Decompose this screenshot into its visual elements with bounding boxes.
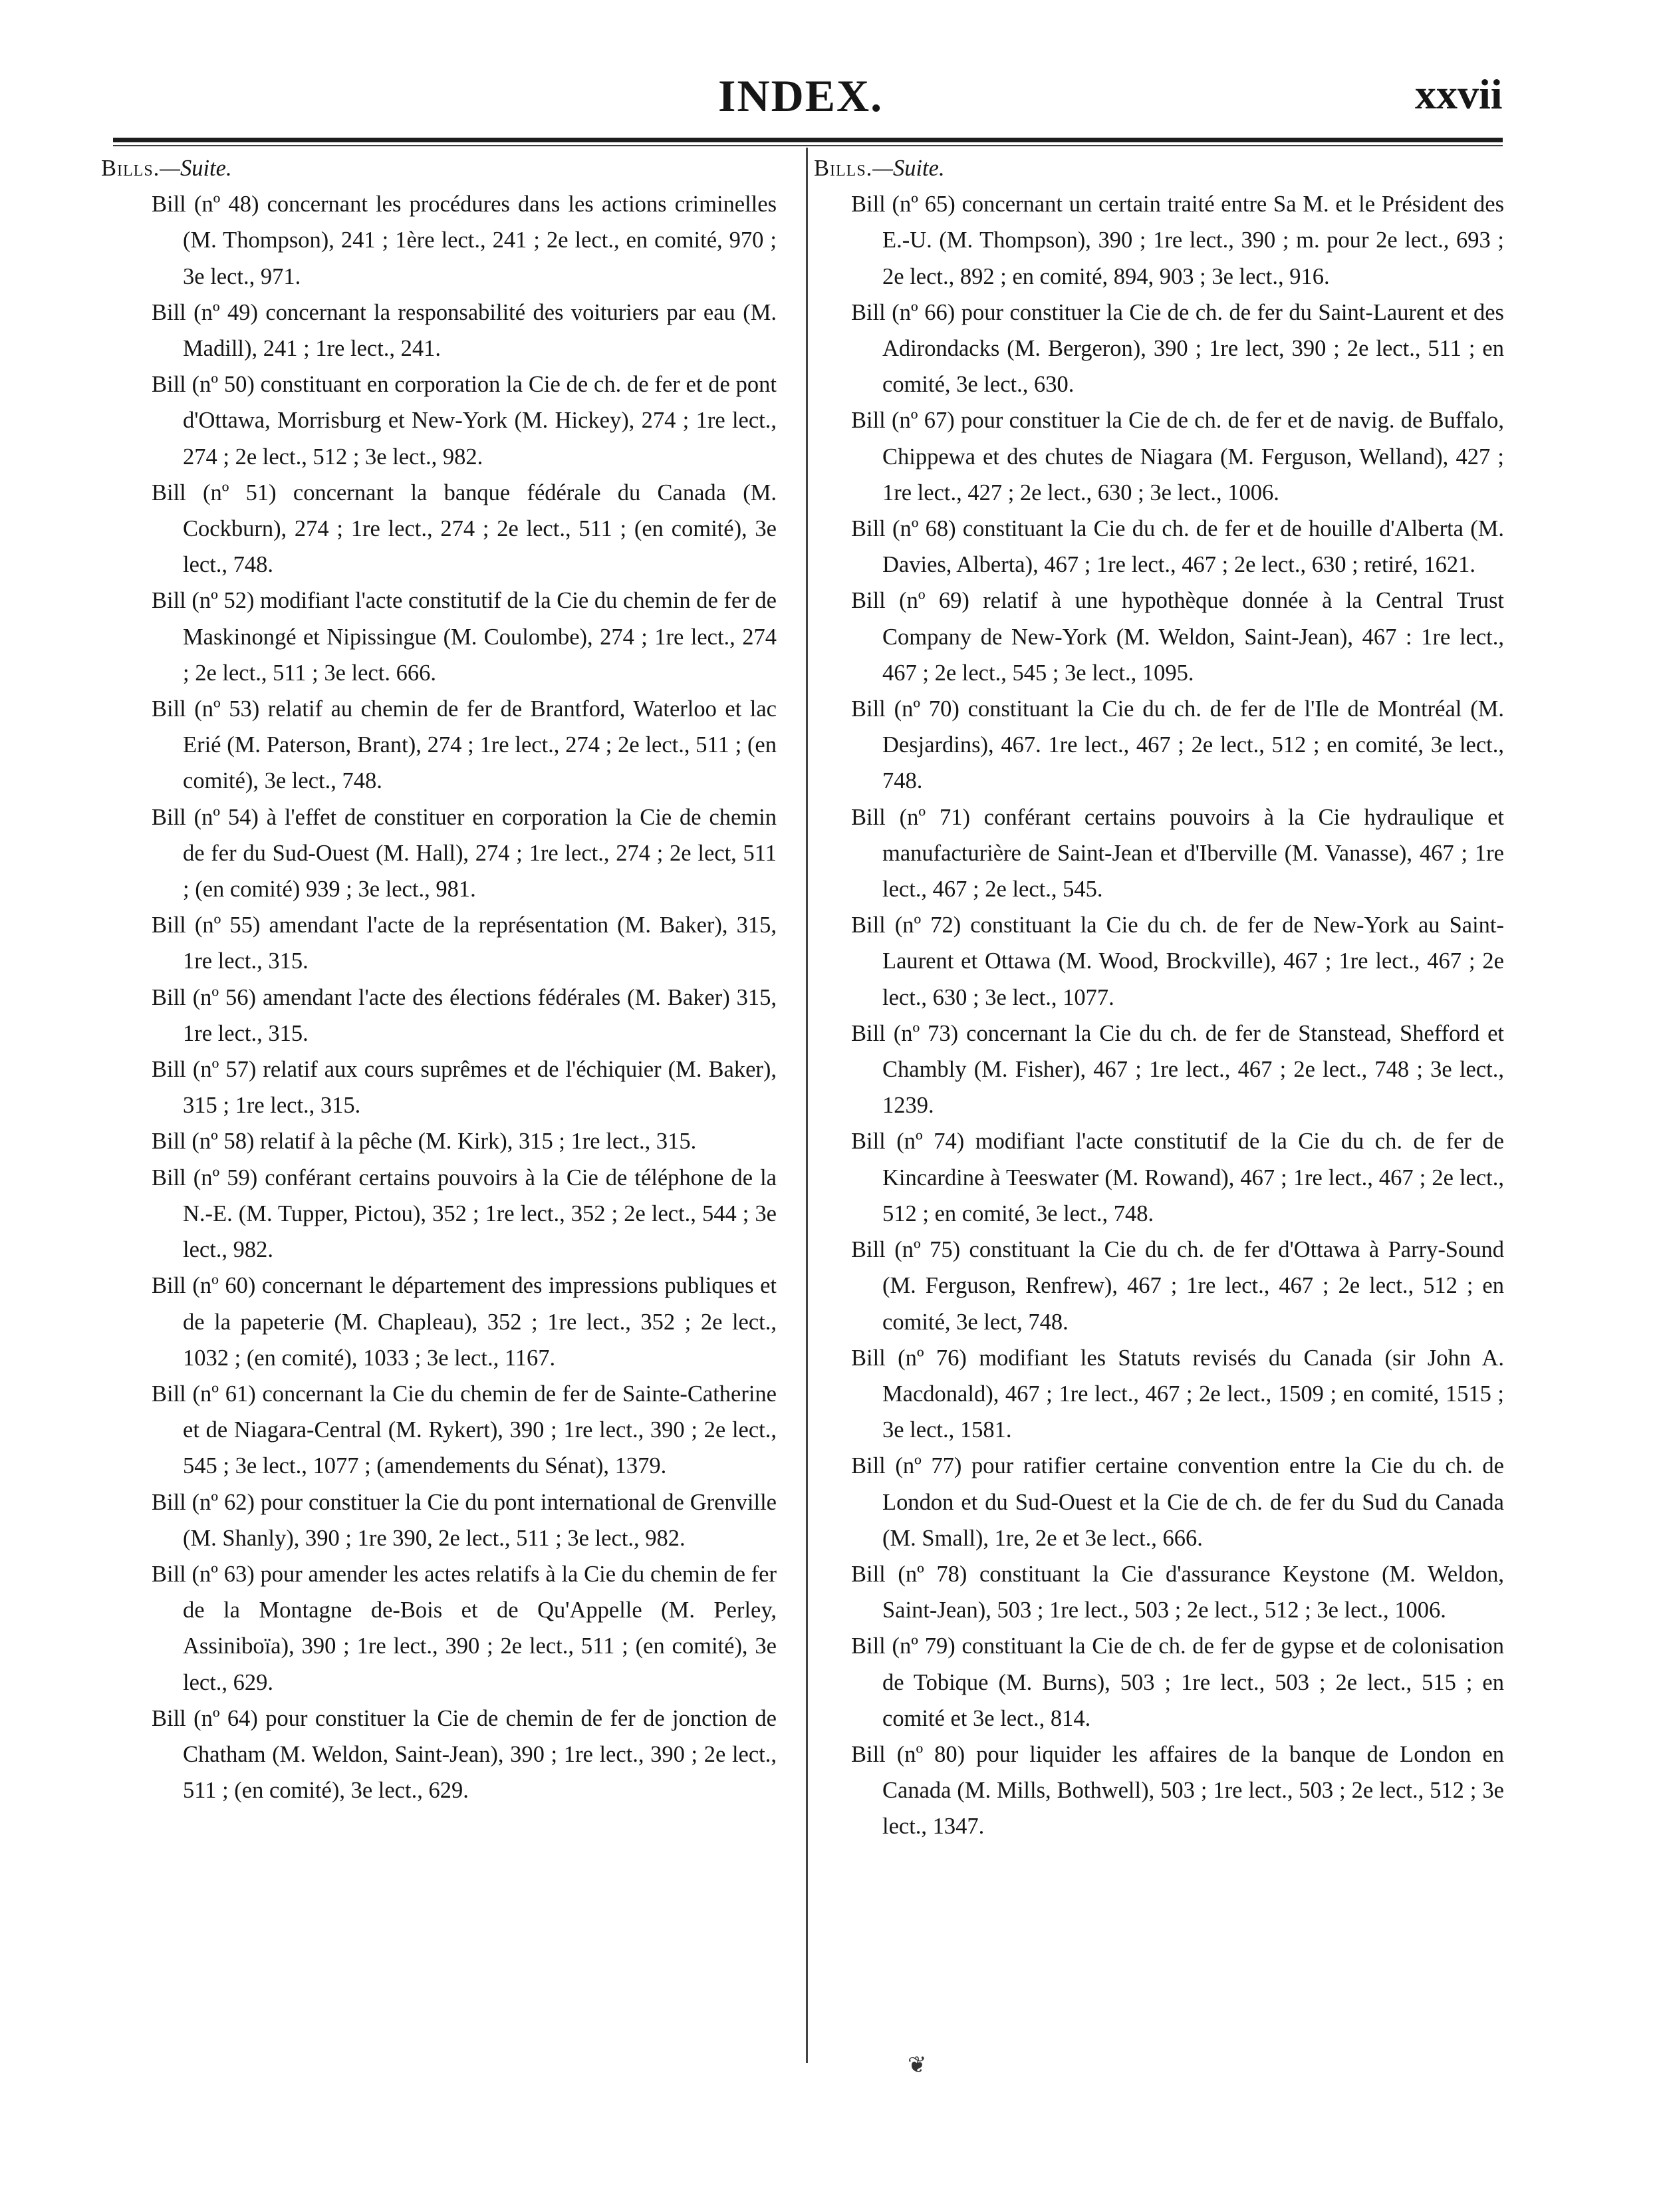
- right-column: [806, 150, 1504, 1845]
- index-entry: Bill (nº 60) concernant le département des impressions publiques et de la papeterie (M. Chapleau), 352 ; 1re lect., 352 ; 2e lect., 1032 ; (en comité), 1033 ; 3e lect., 1167.: [152, 1273, 777, 1371]
- index-entry: Bill (nº 74) modifiant l'acte constitutif de la Cie du ch. de fer de Kincardine à Teeswater (M. Rowand), 467 ; 1re lect., 467 ; 2e lect., 512 ; en comité, 3e lect., 748.: [851, 1129, 1504, 1226]
- index-entry: Bill (nº 61) concernant la Cie du chemin de fer de Sainte-Catherine et de Niagara-Central (M. Rykert), 390 ; 1re lect., 390 ; 2e lect., 545 ; 3e lect., 1077 ; (amendements du Sénat), 1379.: [152, 1381, 777, 1479]
- index-entry: Bill (nº 63) pour amender les actes relatifs à la Cie du chemin de fer de la Montagne de-Bois et de Qu'Appelle (M. Perley, Assiniboïa), 390 ; 1re lect., 390 ; 2e lect., 511 ; (en comité), 3e lect., 629.: [152, 1561, 777, 1695]
- printer-mark-icon: ❦: [908, 2052, 927, 2078]
- index-entry: Bill (nº 49) concernant la responsabilité des voituriers par eau (M. Madill), 241 ; 1re lect., 241.: [152, 299, 777, 362]
- index-entry: Bill (nº 78) constituant la Cie d'assurance Keystone (M. Weldon, Saint-Jean), 503 ; 1re lect., 503 ; 2e lect., 512 ; 3e lect., 1006.: [851, 1561, 1504, 1623]
- page-title: INDEX.: [718, 70, 884, 121]
- index-entry: Bill (nº 72) constituant la Cie du ch. de fer de New-York au Saint-Laurent et Ottawa (M. Wood, Brockville), 467 ; 1re lect., 467 ; 2e lect., 630 ; 3e lect., 1077.: [851, 912, 1504, 1010]
- index-entry: Bill (nº 79) constituant la Cie de ch. de fer de gypse et de colonisation de Tobique (M. Burns), 503 ; 1re lect., 503 ; 2e lect., 515 ; en comité et 3e lect., 814.: [851, 1633, 1504, 1731]
- index-entry: Bill (nº 70) constituant la Cie du ch. de fer de l'Ile de Montréal (M. Desjardins), 467. 1re lect., 467 ; 2e lect., 512 ; en comité, 3e lect., 748.: [851, 696, 1504, 794]
- index-entry: Bill (nº 52) modifiant l'acte constitutif de la Cie du chemin de fer de Maskinongé et Nipissingue (M. Coulombe), 274 ; 1re lect., 274 ; 2e lect., 511 ; 3e lect. 666.: [152, 588, 777, 686]
- index-entry: Bill (nº 65) concernant un certain traité entre Sa M. et le Président des E.-U. (M. Thompson), 390 ; 1re lect., 390 ; m. pour 2e lect., 693 ; 2e lect., 892 ; en comité, 894, 903 ; 3e lect., 916.: [851, 192, 1504, 289]
- index-entry: Bill (nº 51) concernant la banque fédérale du Canada (M. Cockburn), 274 ; 1re lect., 274 ; 2e lect., 511 ; (en comité), 3e lect., 748.: [152, 480, 777, 578]
- section-label: Bills.: [814, 156, 873, 181]
- index-entry: Bill (nº 67) pour constituer la Cie de ch. de fer et de navig. de Buffalo, Chippewa et des chutes de Niagara (M. Ferguson, Welland), 427 ; 1re lect., 427 ; 2e lect., 630 ; 3e lect., 1006.: [851, 408, 1504, 505]
- index-entry: Bill (nº 69) relatif à une hypothèque donnée à la Central Trust Company de New-York (M. Weldon, Saint-Jean), 467 : 1re lect., 467 ; 2e lect., 545 ; 3e lect., 1095.: [851, 588, 1504, 686]
- section-suffix: —Suite.: [160, 156, 232, 181]
- index-entry: Bill (nº 76) modifiant les Statuts revisés du Canada (sir John A. Macdonald), 467 ; 1re lect., 467 ; 2e lect., 1509 ; en comité, 1515 ; 3e lect., 1581.: [851, 1345, 1504, 1443]
- index-entry: Bill (nº 71) conférant certains pouvoirs à la Cie hydraulique et manufacturière de Saint-Jean et d'Iberville (M. Vanasse), 467 ; 1re lect., 467 ; 2e lect., 545.: [851, 804, 1504, 902]
- index-entry: Bill (nº 50) constituant en corporation la Cie de ch. de fer et de pont d'Ottawa, Morrisburg et New-York (M. Hickey), 274 ; 1re lect., 274 ; 2e lect., 512 ; 3e lect., 982.: [152, 372, 777, 470]
- index-entry: Bill (nº 64) pour constituer la Cie de chemin de fer de jonction de Chatham (M. Weldon, Saint-Jean), 390 ; 1re lect., 390 ; 2e lect., 511 ; (en comité), 3e lect., 629.: [152, 1705, 777, 1804]
- index-entry: Bill (nº 66) pour constituer la Cie de ch. de fer du Saint-Laurent et des Adirondacks (M. Bergeron), 390 ; 1re lect, 390 ; 2e lect., 511 ; en comité, 3e lect., 630.: [851, 299, 1504, 398]
- index-entry: Bill (nº 57) relatif aux cours suprêmes et de l'échiquier (M. Baker), 315 ; 1re lect., 315.: [152, 1057, 777, 1119]
- page-number: xxvii: [1415, 70, 1503, 118]
- index-entry: Bill (nº 73) concernant la Cie du ch. de fer de Stanstead, Shefford et Chambly (M. Fisher), 467 ; 1re lect., 467 ; 2e lect., 748 ; 3e lect., 1239.: [851, 1020, 1504, 1119]
- index-entry: Bill (nº 75) constituant la Cie du ch. de fer d'Ottawa à Parry-Sound (M. Ferguson, Renfrew), 467 ; 1re lect., 467 ; 2e lect., 512 ; en comité, 3e lect, 748.: [851, 1237, 1504, 1335]
- section-label: Bills.: [101, 156, 160, 181]
- index-entry: Bill (nº 55) amendant l'acte de la représentation (M. Baker), 315, 1re lect., 315.: [152, 912, 777, 974]
- index-entry: Bill (nº 48) concernant les procédures dans les actions criminelles (M. Thompson), 241 ; 1ère lect., 241 ; 2e lect., en comité, 970 ; 3e lect., 971.: [152, 192, 777, 289]
- index-entry: Bill (nº 80) pour liquider les affaires de la banque de London en Canada (M. Mills, Bothwell), 503 ; 1re lect., 503 ; 2e lect., 512 ; 3e lect., 1347.: [851, 1741, 1504, 1840]
- header-rule: [113, 138, 1503, 142]
- index-entry: Bill (nº 58) relatif à la pêche (M. Kirk), 315 ; 1re lect., 315.: [152, 1129, 697, 1155]
- index-entry: Bill (nº 59) conférant certains pouvoirs à la Cie de téléphone de la N.-E. (M. Tupper, Pictou), 352 ; 1re lect., 352 ; 2e lect., 544 ; 3e lect., 982.: [152, 1165, 777, 1263]
- section-heading: [806, 150, 1504, 186]
- index-entry: Bill (nº 77) pour ratifier certaine convention entre la Cie du ch. de London et du Sud-Ouest et la Cie de ch. de fer du Sud du Canada (M. Small), 1re, 2e et 3e lect., 666.: [851, 1453, 1504, 1551]
- section-heading: [93, 150, 777, 186]
- left-column: [93, 150, 777, 1808]
- index-entry: Bill (nº 53) relatif au chemin de fer de Brantford, Waterloo et lac Erié (M. Paterson, Brant), 274 ; 1re lect., 274 ; 2e lect., 511 ; (en comité), 3e lect., 748.: [152, 696, 777, 794]
- header-rule-thin: [113, 145, 1503, 146]
- index-entry: Bill (nº 68) constituant la Cie du ch. de fer et de houille d'Alberta (M. Davies, Alberta), 467 ; 1re lect., 467 ; 2e lect., 630 ; retiré, 1621.: [851, 516, 1504, 578]
- section-suffix: —Suite.: [872, 156, 945, 181]
- index-entry: Bill (nº 56) amendant l'acte des élections fédérales (M. Baker) 315, 1re lect., 315.: [152, 984, 777, 1046]
- index-entry: Bill (nº 62) pour constituer la Cie du pont international de Grenville (M. Shanly), 390 ; 1re 390, 2e lect., 511 ; 3e lect., 982.: [152, 1489, 777, 1551]
- index-entry: Bill (nº 54) à l'effet de constituer en corporation la Cie de chemin de fer du Sud-Ouest (M. Hall), 274 ; 1re lect., 274 ; 2e lect, 511 ; (en comité) 939 ; 3e lect., 981.: [152, 804, 777, 902]
